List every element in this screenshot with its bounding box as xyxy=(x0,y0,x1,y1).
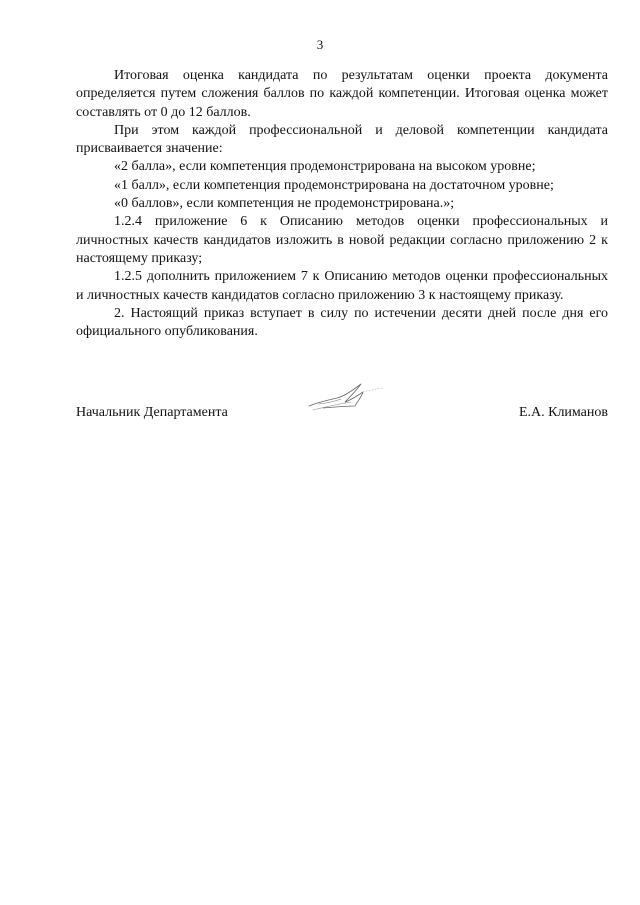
paragraph-1-2-5: 1.2.5 дополнить приложением 7 к Описанию методов оценки профессиональных и личностных качеств кандидатов согласно приложению 3 к настоящему приказу. xyxy=(76,269,608,303)
document-body xyxy=(76,67,608,341)
paragraph-1-2-4: 1.2.4 приложение 6 к Описанию методов оценки профессиональных и личностных качеств кандидатов изложить в новой редакции согласно приложению 2 к настоящему приказу; xyxy=(76,214,608,266)
paragraph-2-effective: 2. Настоящий приказ вступает в силу по истечении десяти дней после дня его официального опубликования. xyxy=(76,305,608,340)
signature-block xyxy=(76,404,608,424)
signatory-name: Е.А. Климанов xyxy=(518,405,608,420)
paragraph-competence-values: При этом каждой профессиональной и деловой компетенции кандидата присваивается значение: xyxy=(76,122,608,157)
paragraph-score-0: «0 баллов», если компетенция не продемонстрирована.»; xyxy=(114,196,455,212)
paragraph-score-2: «2 балла», если компетенция продемонстрирована на высоком уровне; xyxy=(114,159,536,175)
signatory-title: Начальник Департамента xyxy=(76,405,228,420)
page-number: 3 xyxy=(316,37,324,52)
paragraph-final-score: Итоговая оценка кандидата по результатам оценки проекта документа определяется путем сложения баллов по каждой компетенции. Итоговая оценка может составлять от 0 до 12 баллов. xyxy=(76,68,608,120)
paragraph-score-1: «1 балл», если компетенция продемонстрирована на достаточном уровне; xyxy=(114,177,554,193)
